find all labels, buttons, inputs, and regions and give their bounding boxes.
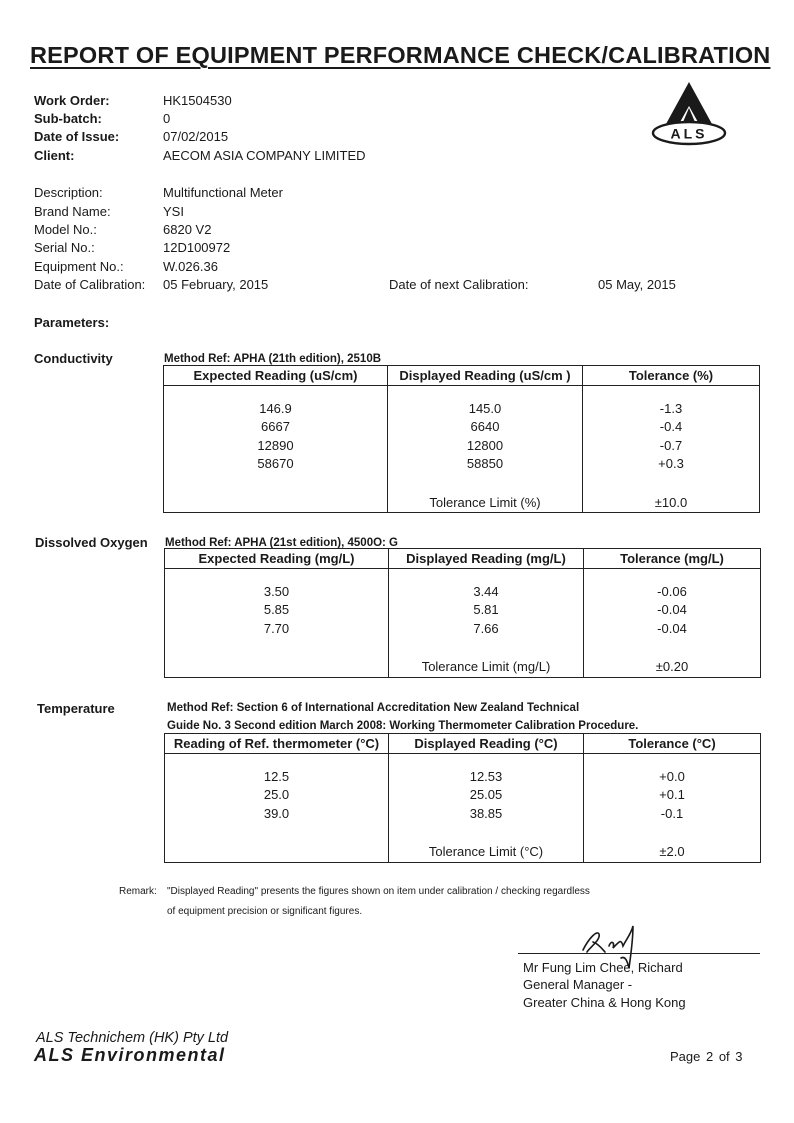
reference-cell: 12.5 (165, 767, 389, 786)
expected-cell: 5.85 (165, 601, 389, 620)
parameters-heading: Parameters: (34, 315, 110, 330)
tolerance-limit-label: Tolerance Limit (mg/L) (389, 657, 584, 678)
displayed-cell: 25.05 (389, 786, 584, 805)
equipment-no-value: W.026.36 (163, 259, 218, 274)
tolerance-cell: -0.04 (584, 619, 761, 638)
tolerance-cell: -1.3 (583, 399, 760, 418)
column-header: Displayed Reading (mg/L) (389, 549, 584, 569)
table-header-row (164, 366, 760, 386)
client-value: AECOM ASIA COMPANY LIMITED (163, 148, 366, 163)
dissolved-oxygen-title: Dissolved Oxygen (35, 535, 148, 550)
tolerance-limit-value: ±10.0 (583, 492, 760, 513)
logo-text: ALS (670, 125, 708, 142)
displayed-cell: 38.85 (389, 804, 584, 823)
tolerance-limit-row (165, 842, 761, 863)
tolerance-cell: -0.06 (584, 582, 761, 601)
report-title: REPORT OF EQUIPMENT PERFORMANCE CHECK/CALIBRATION (30, 42, 771, 68)
footer-company: ALS Technichem (HK) Pty Ltd (36, 1030, 229, 1046)
column-header: Reading of Ref. thermometer (°C) (165, 734, 389, 754)
column-header: Expected Reading (uS/cm) (164, 366, 388, 386)
temperature-method-line1: Method Ref: Section 6 of International Accreditation New Zealand Technical (167, 702, 580, 714)
signatory-title: General Manager - (523, 977, 633, 992)
displayed-cell: 3.44 (389, 582, 584, 601)
conductivity-title: Conductivity (34, 351, 113, 366)
tolerance-limit-label: Tolerance Limit (°C) (389, 842, 584, 863)
table-row (165, 804, 761, 823)
column-header: Tolerance (mg/L) (584, 549, 761, 569)
column-header: Expected Reading (mg/L) (165, 549, 389, 569)
tolerance-cell: -0.7 (583, 436, 760, 455)
tolerance-cell: -0.4 (583, 418, 760, 437)
tolerance-limit-label: Tolerance Limit (%) (388, 492, 583, 513)
calibration-date-value: 05 February, 2015 (163, 277, 269, 292)
tolerance-limit-row (165, 657, 761, 678)
model-value: 6820 V2 (163, 222, 212, 237)
expected-cell: 146.9 (164, 399, 388, 418)
remark-line2: of equipment precision or significant figures. (167, 906, 363, 917)
expected-cell: 7.70 (165, 619, 389, 638)
tolerance-cell: +0.3 (583, 455, 760, 474)
sub-batch-value: 0 (163, 111, 171, 126)
dissolved-oxygen-method: Method Ref: APHA (21st edition), 4500O: G (165, 537, 399, 549)
date-issue-label: Date of Issue: (34, 129, 120, 144)
displayed-cell: 12800 (388, 436, 583, 455)
page-number: Page 2 of 3 (670, 1049, 743, 1064)
next-calibration-label: Date of next Calibration: (389, 277, 529, 292)
displayed-cell: 5.81 (389, 601, 584, 620)
next-calibration-value: 05 May, 2015 (598, 277, 676, 292)
remark-label: Remark: (119, 886, 157, 897)
displayed-cell: 58850 (388, 455, 583, 474)
description-value: Multifunctional Meter (163, 185, 283, 200)
serial-label: Serial No.: (34, 240, 95, 255)
table-row (165, 582, 761, 601)
column-header: Tolerance (%) (583, 366, 760, 386)
displayed-cell: 12.53 (389, 767, 584, 786)
displayed-cell: 6640 (388, 418, 583, 437)
displayed-cell: 145.0 (388, 399, 583, 418)
expected-cell: 3.50 (165, 582, 389, 601)
sub-batch-label: Sub-batch: (34, 111, 102, 126)
table-row (164, 455, 760, 474)
tolerance-cell: -0.1 (584, 804, 761, 823)
tolerance-limit-value: ±2.0 (584, 842, 761, 863)
expected-cell: 6667 (164, 418, 388, 437)
als-logo (650, 78, 728, 148)
table-row (164, 399, 760, 418)
table-row (165, 601, 761, 620)
serial-value: 12D100972 (163, 240, 231, 255)
column-header: Tolerance (°C) (584, 734, 761, 754)
signature-line (518, 953, 760, 954)
conductivity-table (163, 365, 760, 513)
work-order-label: Work Order: (34, 93, 110, 108)
model-label: Model No.: (34, 222, 97, 237)
signatory-name: Mr Fung Lim Chee, Richard (523, 960, 683, 975)
equipment-no-label: Equipment No.: (34, 259, 124, 274)
conductivity-method: Method Ref: APHA (21th edition), 2510B (164, 353, 382, 365)
reference-cell: 39.0 (165, 804, 389, 823)
remark-line1: "Displayed Reading" presents the figures shown on item under calibration / checking regardless (167, 886, 590, 897)
expected-cell: 58670 (164, 455, 388, 474)
signatory-region: Greater China & Hong Kong (523, 995, 686, 1010)
brand-value: YSI (163, 204, 184, 219)
calibration-date-label: Date of Calibration: (34, 277, 146, 292)
dissolved-oxygen-table (164, 548, 761, 678)
table-header-row (165, 549, 761, 569)
tolerance-cell: +0.1 (584, 786, 761, 805)
tolerance-cell: -0.04 (584, 601, 761, 620)
temperature-title: Temperature (37, 701, 115, 716)
client-label: Client: (34, 148, 75, 163)
description-label: Description: (34, 185, 103, 200)
tolerance-limit-row (164, 492, 760, 513)
work-order-value: HK1504530 (163, 93, 232, 108)
column-header: Displayed Reading (°C) (389, 734, 584, 754)
tolerance-limit-value: ±0.20 (584, 657, 761, 678)
reference-cell: 25.0 (165, 786, 389, 805)
date-issue-value: 07/02/2015 (163, 129, 229, 144)
tolerance-cell: +0.0 (584, 767, 761, 786)
brand-label: Brand Name: (34, 204, 111, 219)
table-row (165, 619, 761, 638)
temperature-table (164, 733, 761, 863)
temperature-method-line2: Guide No. 3 Second edition March 2008: Working Thermometer Calibration Procedure. (167, 720, 639, 732)
table-row (164, 436, 760, 455)
table-row (164, 418, 760, 437)
expected-cell: 12890 (164, 436, 388, 455)
table-row (165, 786, 761, 805)
displayed-cell: 7.66 (389, 619, 584, 638)
column-header: Displayed Reading (uS/cm ) (388, 366, 583, 386)
table-row (165, 767, 761, 786)
table-header-row (165, 734, 761, 754)
footer-brand: ALS Environmental (34, 1045, 226, 1065)
